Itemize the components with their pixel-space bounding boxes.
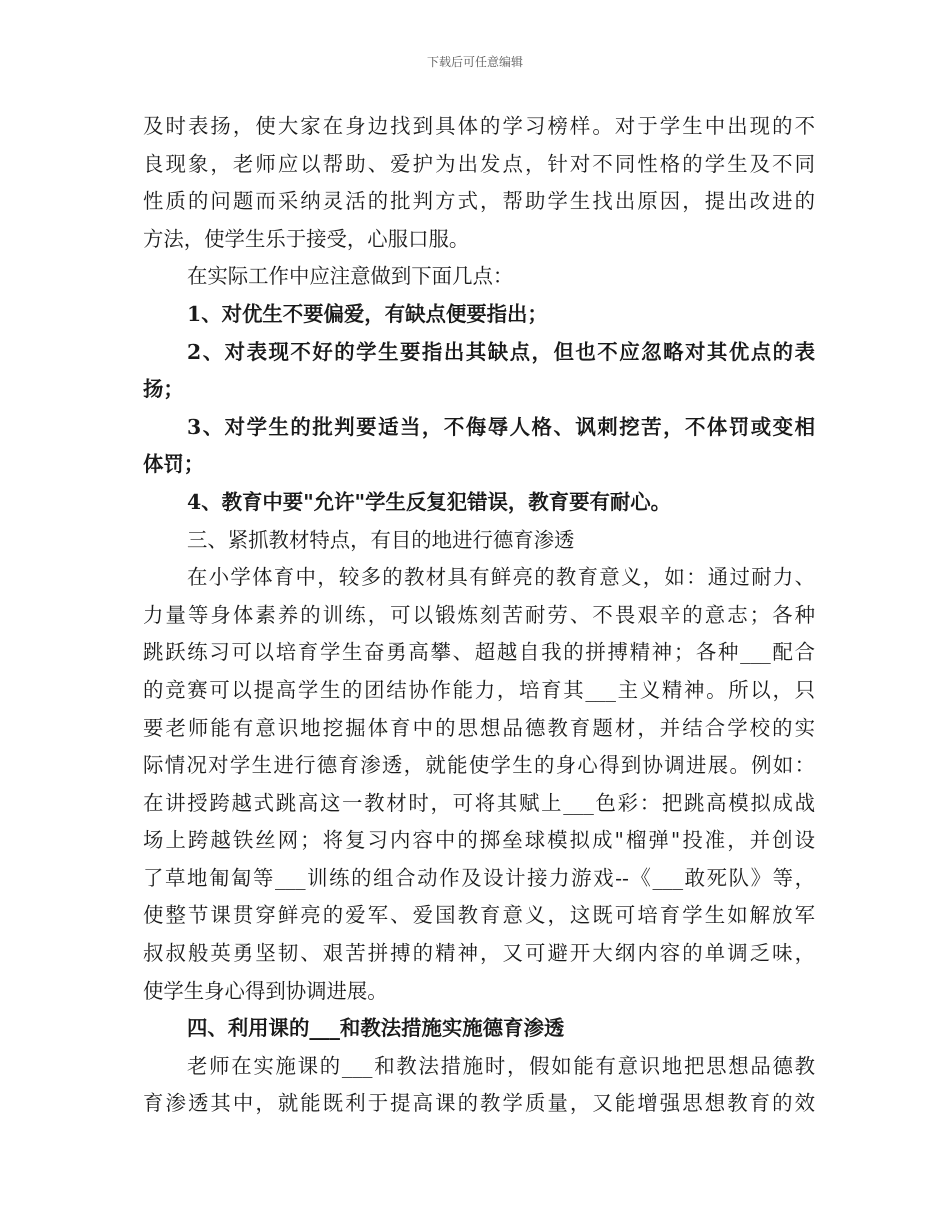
- text-line: 1、对优生不要偏爱，有缺点便要指出；: [187, 301, 548, 326]
- text-line: 4、教育中要"允许"学生反复犯错误，教育要有耐心。: [187, 489, 672, 514]
- text-line: 使整节课贯穿鲜亮的爱军、爱国教育意义，这既可培育学生如解放军: [143, 903, 815, 928]
- text-line: 四、利用课的___和教法措施实施德育渗透: [187, 1016, 565, 1041]
- text-line: 三、紧抓教材特点，有目的地进行德育渗透: [187, 527, 575, 552]
- text-line: 跳跃练习可以培育学生奋勇高攀、超越自我的拼搏精神；各种___配合: [143, 640, 815, 665]
- page-header: 下载后可任意编辑: [426, 55, 523, 69]
- text-line: 育渗透其中，就能既利于提高课的教学质量，又能增强思想教育的效: [143, 1091, 815, 1116]
- text-line: 叔叔般英勇坚韧、艰苦拼搏的精神，又可避开大纲内容的单调乏味，: [143, 941, 815, 966]
- text-line: 体罚；: [143, 452, 205, 477]
- text-line: 际情况对学生进行德育渗透，就能使学生的身心得到协调进展。例如：: [143, 753, 815, 778]
- text-line: 良现象，老师应以帮助、爱护为出发点，针对不同性格的学生及不同: [143, 151, 815, 176]
- text-line: 场上跨越铁丝网；将复习内容中的掷垒球模拟成"榴弹"投准，并创设: [143, 828, 815, 853]
- text-line: 方法，使学生乐于接受，心服口服。: [143, 226, 470, 251]
- text-line: 及时表扬，使大家在身边找到具体的学习榜样。对于学生中出现的不: [143, 114, 815, 138]
- document-body: [143, 108, 815, 1123]
- text-line: 扬；: [143, 377, 184, 402]
- text-line: 的竞赛可以提高学生的团结协作能力，培育其___主义精神。所以，只: [143, 677, 815, 702]
- text-line: 在实际工作中应注意做到下面几点：: [187, 264, 514, 289]
- text-line: 性质的问题而采纳灵活的批判方式，帮助学生找出原因，提出改进的: [143, 189, 815, 214]
- text-line: 在小学体育中，较多的教材具有鲜亮的教育意义，如：通过耐力、: [187, 565, 815, 590]
- text-line: 3、对学生的批判要适当，不侮辱人格、讽刺挖苦，不体罚或变相: [187, 414, 815, 439]
- text-line: 使学生身心得到协调进展。: [143, 978, 388, 1003]
- text-line: 力量等身体素养的训练，可以锻炼刻苦耐劳、不畏艰辛的意志；各种: [143, 602, 815, 627]
- text-line: 老师在实施课的___和教法措施时，假如能有意识地把思想品德教: [187, 1053, 815, 1078]
- text-line: 了草地匍匐等___训练的组合动作及设计接力游戏--《___敢死队》等，: [143, 865, 815, 890]
- text-line: 要老师能有意识地挖掘体育中的思想品德教育题材，并结合学校的实: [143, 715, 815, 740]
- text-line: 在讲授跨越式跳高这一教材时，可将其赋上___色彩：把跳高模拟成战: [143, 790, 815, 815]
- text-line: 2、对表现不好的学生要指出其缺点，但也不应忽略对其优点的表: [187, 339, 815, 364]
